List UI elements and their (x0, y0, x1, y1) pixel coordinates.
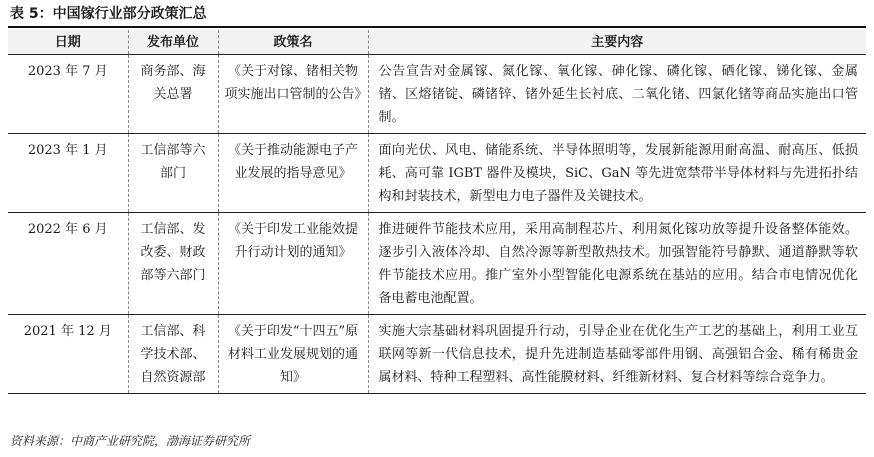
cell-policy: 《关于推动能源电子产业发展的指导意见》 (218, 134, 368, 213)
policy-table (8, 30, 866, 394)
cell-policy: 《关于印发工业能效提升行动计划的通知》 (218, 213, 368, 315)
header-publisher: 发布单位 (128, 30, 218, 55)
cell-content: 推进硬件节能技术应用，采用高制程芯片、利用氮化镓功放等提升设备整体能效。逐步引入液体冷却、自然冷源等新型散热技术。加强智能符号静默、通道静默等软件节能技术应用。推广室外小型智能化电源系统在基站的应用。结合市电情况优化备电蓄电池配置。 (368, 213, 866, 315)
header-date: 日期 (8, 30, 128, 55)
cell-content: 公告宣告对金属镓、氮化镓、氧化镓、砷化镓、磷化镓、硒化镓、锑化镓、金属锗、区熔锗锭、磷锗锌、锗外延生长衬底、二氧化锗、四氯化锗等商品实施出口管制。 (368, 55, 866, 134)
cell-policy: 《关于对镓、锗相关物项实施出口管制的公告》 (218, 55, 368, 134)
cell-publisher: 工信部、科学技术部、自然资源部 (128, 315, 218, 394)
cell-publisher: 工信部、发改委、财政部等六部门 (128, 213, 218, 315)
cell-publisher: 商务部、海关总署 (128, 55, 218, 134)
header-policy: 政策名 (218, 30, 368, 55)
cell-date: 2021 年 12 月 (8, 315, 128, 394)
header-content: 主要内容 (368, 30, 866, 55)
cell-content: 面向光伏、风电、储能系统、半导体照明等，发展新能源用耐高温、耐高压、低损耗、高可靠 IGBT 器件及模块，SiC、GaN 等先进宽禁带半导体材料与先进拓扑结构和封装技术，新型电力电子器件及关键技术。 (368, 134, 866, 213)
table-row (8, 315, 866, 394)
table-row (8, 55, 866, 134)
table-row (8, 213, 866, 315)
table-title: 表 5：中国镓行业部分政策汇总 (10, 6, 207, 22)
cell-content: 实施大宗基础材料巩固提升行动，引导企业在优化生产工艺的基础上，利用工业互联网等新一代信息技术，提升先进制造基础零部件用钢、高强铝合金、稀有稀贵金属材料、特种工程塑料、高性能膜材料、纤维新材料、复合材料等综合竞争力。 (368, 315, 866, 394)
cell-date: 2022 年 6 月 (8, 213, 128, 315)
cell-date: 2023 年 7 月 (8, 55, 128, 134)
title-rule (8, 26, 866, 28)
source-note: 资料来源：中商产业研究院，渤海证券研究所 (10, 434, 251, 448)
table-row (8, 134, 866, 213)
cell-publisher: 工信部等六部门 (128, 134, 218, 213)
cell-date: 2023 年 1 月 (8, 134, 128, 213)
cell-policy: 《关于印发“十四五”原材料工业发展规划的通知》 (218, 315, 368, 394)
header-row (8, 30, 866, 55)
